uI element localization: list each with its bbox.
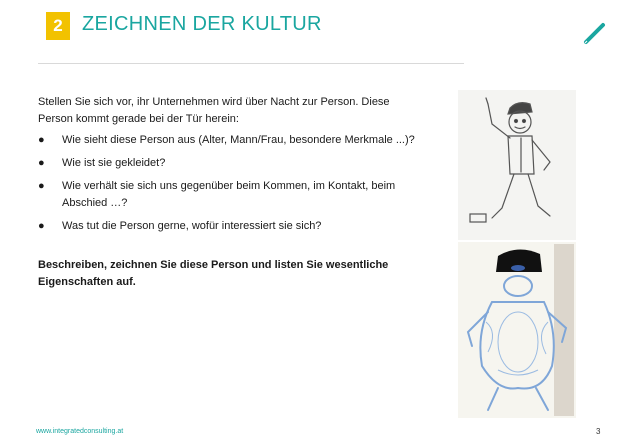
page-number: 3 xyxy=(596,427,601,436)
question-text: Wie ist sie gekleidet? xyxy=(62,157,166,169)
bullet-icon: ● xyxy=(38,157,45,169)
pen-icon xyxy=(582,20,608,46)
sketch-figure-image xyxy=(458,90,576,240)
intro-paragraph: Stellen Sie sich vor, ihr Unternehmen wird über Nacht zur Person. Diese Person kommt gerade bei der Tür herein: xyxy=(38,96,390,125)
list-item xyxy=(38,218,420,235)
question-text: Wie sieht diese Person aus (Alter, Mann/Frau, besondere Merkmale ...)? xyxy=(62,134,415,146)
list-item xyxy=(38,132,420,149)
list-item xyxy=(38,178,420,212)
sketch-drawing-image xyxy=(458,242,576,418)
question-list xyxy=(38,132,420,235)
bullet-icon: ● xyxy=(38,134,45,146)
title-divider xyxy=(38,63,464,64)
bullet-icon: ● xyxy=(38,180,45,192)
call-to-action: Beschreiben, zeichnen Sie diese Person und listen Sie wesentliche Eigenschaften auf. xyxy=(38,259,389,288)
list-item xyxy=(38,155,420,172)
question-text: Wie verhält sie sich uns gegenüber beim Kommen, im Kontakt, beim Abschied …? xyxy=(62,180,396,209)
footer-url[interactable]: www.integratedconsulting.at xyxy=(36,428,124,435)
content-text xyxy=(38,94,420,302)
question-text: Was tut die Person gerne, wofür interessiert sie sich? xyxy=(62,220,322,232)
page-title: ZEICHNEN DER KULTUR xyxy=(82,13,322,35)
section-number-badge: 2 xyxy=(46,12,70,40)
bullet-icon: ● xyxy=(38,220,45,232)
